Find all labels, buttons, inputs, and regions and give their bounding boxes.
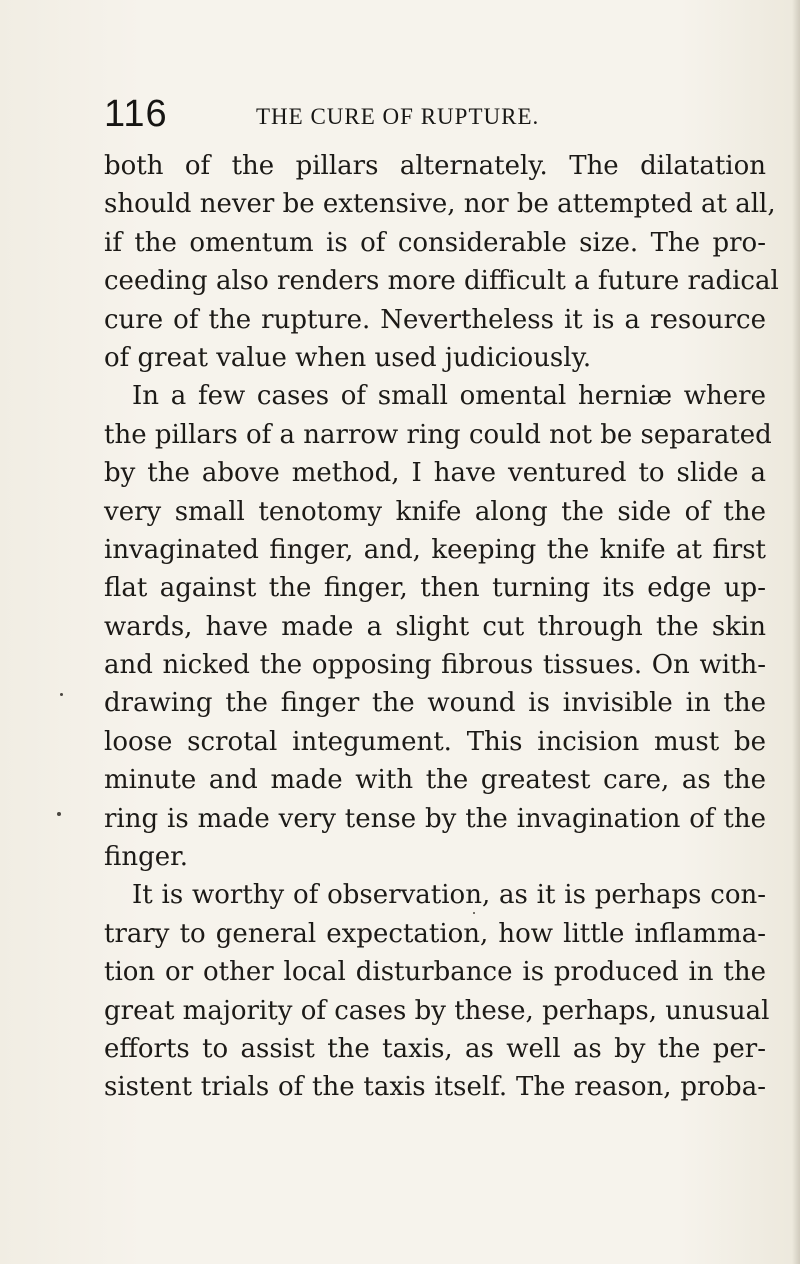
text-line: efforts to assist the taxis, as well as by the per- <box>104 1033 766 1064</box>
text-line: flat against the finger, then turning its edge up- <box>104 573 766 604</box>
margin-speck <box>60 693 63 696</box>
text-line: if the omentum is of considerable size. The pro- <box>104 227 766 258</box>
text-line: It is worthy of observation, as it is perhaps con- <box>132 880 766 911</box>
text-line: should never be extensive, nor be attempted at all, <box>104 189 776 220</box>
paragraph <box>104 876 770 1106</box>
text-line: very small tenotomy knife along the side of the <box>104 496 766 527</box>
text-line: trary to general expectation, how little inflamma- <box>104 918 766 949</box>
paragraph <box>104 377 772 876</box>
text-line: loose scrotal integument. This incision must be <box>104 726 766 757</box>
text-line: tion or other local disturbance is produced in the <box>104 957 766 988</box>
body-text <box>104 147 779 1107</box>
page-edge-shadow <box>792 0 800 1264</box>
text-line: both of the pillars alternately. The dilatation <box>104 151 766 181</box>
text-line: minute and made with the greatest care, as the <box>104 765 766 796</box>
margin-speck <box>473 912 475 914</box>
page-number: 116 <box>104 93 168 135</box>
text-line: great majority of cases by these, perhaps, unusual <box>104 995 770 1026</box>
text-line: ring is made very tense by the invagination of the <box>104 803 766 834</box>
text-line: invaginated finger, and, keeping the knife at first <box>104 534 766 565</box>
text-line: In a few cases of small omental herniæ where <box>132 381 766 412</box>
text-line: sistent trials of the taxis itself. The reason, proba- <box>104 1072 766 1103</box>
text-line: ceeding also renders more difficult a future radical <box>104 266 779 297</box>
text-line: wards, have made a slight cut through the skin <box>104 611 766 642</box>
paragraph <box>104 147 779 377</box>
text-line: drawing the finger the wound is invisible in the <box>104 688 766 719</box>
text-line: cure of the rupture. Nevertheless it is a resource <box>104 304 766 335</box>
text-line: finger. <box>104 842 188 873</box>
text-line: the pillars of a narrow ring could not be separated <box>104 419 772 450</box>
text-line: and nicked the opposing fibrous tissues. On with- <box>104 650 766 681</box>
page-header <box>104 92 764 136</box>
running-head: THE CURE OF RUPTURE. <box>256 104 540 129</box>
text-line: of great value when used judiciously. <box>104 342 592 373</box>
margin-speck <box>57 812 61 816</box>
text-line: by the above method, I have ventured to slide a <box>104 458 766 489</box>
